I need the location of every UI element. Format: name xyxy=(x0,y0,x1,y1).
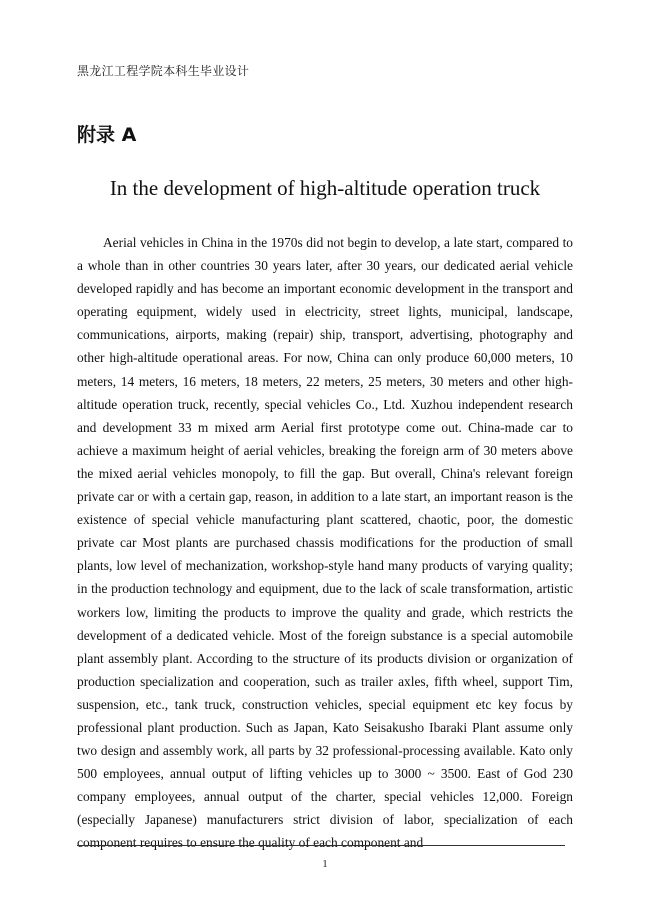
page-number: 1 xyxy=(322,858,328,870)
footer-divider xyxy=(77,845,565,846)
body-paragraph: Aerial vehicles in China in the 1970s did not begin to develop, a late start, compared to a whole than in other countries 30 years later, after 30 years, our dedicated aerial vehicle developed rapidly and has become an important economic development in the transport and operating equipment, widely used in electricity, street lights, municipal, landscape, communications, airports, making (repair) ship, transport, advertising, photography and other high-altitude operational areas. For now, China can only produce 60,000 meters, 10 meters, 14 meters, 16 meters, 18 meters, 22 meters, 25 meters, 30 meters and other high-altitude operation truck, recently, special vehicles Co., Ltd. Xuzhou independent research and development 33 m mixed arm Aerial first prototype come out. China-made car to achieve a maximum height of aerial vehicles, breaking the foreign arm of 30 meters above the mixed aerial vehicles monopoly, to fill the gap. But overall, China's relevant foreign private car or with a certain gap, reason, in addition to a late start, an important reason is the existence of special vehicle manufacturing plant scattered, chaotic, poor, the domestic private car Most plants are purchased chassis modifications for the production of small plants, low level of mechanization, workshop-style hand many products of varying quality; in the production technology and equipment, due to the lack of scale transformation, artistic workers low, limiting the products to improve the quality and grade, which restricts the development of a dedicated vehicle. Most of the foreign substance is a special automobile plant assembly plant. According to the structure of its products division or organization of production specialization and cooperation, such as trailer axles, fifth wheel, support Tim, suspension, etc., tank truck, construction vehicles, special equipment etc key focus by professional plant production. Such as Japan, Kato Seisakusho Ibaraki Plant assume only two design and assembly work, all parts by 32 professional-processing available. Kato only 500 employees, annual output of lifting vehicles up to 3000 ~ 3500. East of God 230 company employees, annual output of the charter, special vehicles 12,000. Foreign (especially Japanese) manufacturers strict division of labor, specialization of each component requires to ensure the quality of each component and xyxy=(77,235,573,851)
appendix-heading: 附录 A xyxy=(77,124,137,146)
running-header: 黑龙江工程学院本科生毕业设计 xyxy=(77,64,250,78)
article-title: In the development of high-altitude operation truck xyxy=(109,176,541,200)
